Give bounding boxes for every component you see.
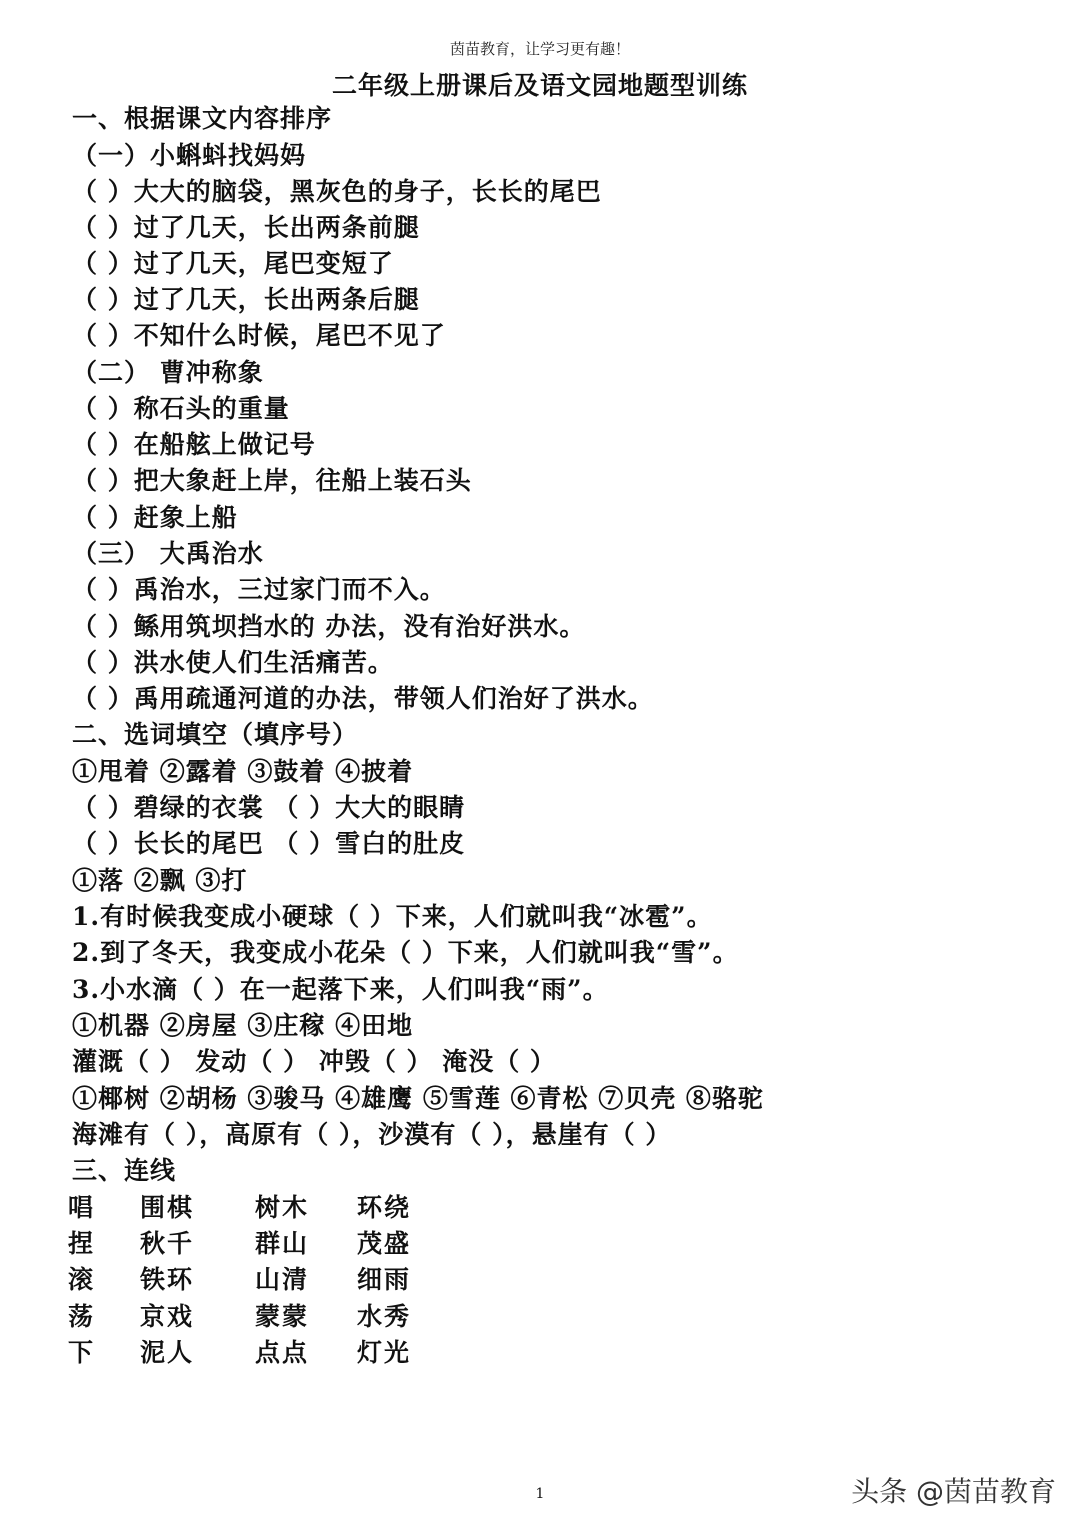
section-heading: 三、连线 xyxy=(72,1156,177,1185)
fill-blank-line: 3.小水滴（ ）在一起落下来，人们叫我“雨”。 xyxy=(72,975,609,1004)
page-number: 1 xyxy=(535,1486,545,1502)
word-choices: ①机器 ②房屋 ③庄稼 ④田地 xyxy=(72,1011,414,1040)
connect-word: 捏 xyxy=(68,1229,96,1258)
list-item: （ ）过了几天，长出两条后腿 xyxy=(72,285,420,314)
connect-word: 细雨 xyxy=(357,1265,412,1294)
word-choices: ①椰树 ②胡杨 ③骏马 ④雄鹰 ⑤雪莲 ⑥青松 ⑦贝壳 ⑧骆驼 xyxy=(72,1084,764,1113)
connect-word: 灯光 xyxy=(357,1338,412,1367)
connect-word: 点点 xyxy=(255,1338,310,1367)
fill-blank-line: （ ）碧绿的衣裳 （ ）大大的眼睛 xyxy=(72,793,466,822)
document-title: 二年级上册课后及语文园地题型训练 xyxy=(331,71,748,100)
word-choices: ①甩着 ②露着 ③鼓着 ④披着 xyxy=(72,757,414,786)
connect-word: 唱 xyxy=(68,1193,96,1222)
connect-word: 蒙蒙 xyxy=(255,1302,310,1331)
list-item: （ ）在船舷上做记号 xyxy=(72,430,316,459)
list-item: （ ）禹治水，三过家门而不入。 xyxy=(72,575,446,604)
section-heading: 一、根据课文内容排序 xyxy=(72,104,333,133)
list-item: （ ）赶象上船 xyxy=(72,503,238,532)
connect-word: 京戏 xyxy=(140,1302,195,1331)
list-item: （ ）过了几天，长出两条前腿 xyxy=(72,213,420,242)
subsection-heading: （三） 大禹治水 xyxy=(72,539,264,568)
fill-blank-line: 海滩有（ ），高原有（ ），沙漠有（ ），悬崖有（ ） xyxy=(72,1120,672,1149)
list-item: （ ）鲧用筑坝挡水的 办法，没有治好洪水。 xyxy=(72,612,586,641)
connect-word: 山清 xyxy=(255,1265,310,1294)
connect-word: 荡 xyxy=(68,1302,96,1331)
fill-blank-line: （ ）长长的尾巴 （ ）雪白的肚皮 xyxy=(72,829,466,858)
connect-word: 环绕 xyxy=(357,1193,412,1222)
connect-word: 树木 xyxy=(255,1193,310,1222)
connect-word: 铁环 xyxy=(140,1265,195,1294)
word-choices: ①落 ②飘 ③打 xyxy=(72,866,248,895)
list-item: （ ）过了几天，尾巴变短了 xyxy=(72,249,394,278)
list-item: （ ）把大象赶上岸，往船上装石头 xyxy=(72,466,472,495)
fill-blank-line: 2.到了冬天，我变成小花朵（ ）下来，人们就叫我“雪”。 xyxy=(72,938,739,967)
list-item: （ ）称石头的重量 xyxy=(72,394,290,423)
header-note: 茵苗教育，让学习更有趣！ xyxy=(449,40,630,58)
list-item: （ ）禹用疏通河道的办法，带领人们治好了洪水。 xyxy=(72,684,654,713)
connect-word: 茂盛 xyxy=(357,1229,412,1258)
list-item: （ ）不知什么时候，尾巴不见了 xyxy=(72,321,446,350)
fill-blank-line: 灌溉（ ） 发动（ ） 冲毁（ ） 淹没（ ） xyxy=(72,1047,556,1076)
connect-word: 水秀 xyxy=(357,1302,412,1331)
list-item: （ ）大大的脑袋，黑灰色的身子，长长的尾巴 xyxy=(72,177,602,206)
connect-word: 围棋 xyxy=(140,1193,195,1222)
connect-word: 滚 xyxy=(68,1265,96,1294)
subsection-heading: （二） 曹冲称象 xyxy=(72,358,264,387)
watermark: 头条 @茵苗教育 xyxy=(851,1475,1056,1508)
connect-word: 秋千 xyxy=(140,1229,195,1258)
list-item: （ ）洪水使人们生活痛苦。 xyxy=(72,648,394,677)
connect-word: 群山 xyxy=(255,1229,310,1258)
connect-word: 下 xyxy=(68,1338,96,1367)
section-heading: 二、选词填空（填序号） xyxy=(72,720,359,749)
connect-word: 泥人 xyxy=(140,1338,195,1367)
fill-blank-line: 1.有时候我变成小硬球（ ）下来，人们就叫我“冰雹”。 xyxy=(72,902,713,931)
subsection-heading: （一）小蝌蚪找妈妈 xyxy=(72,141,307,170)
